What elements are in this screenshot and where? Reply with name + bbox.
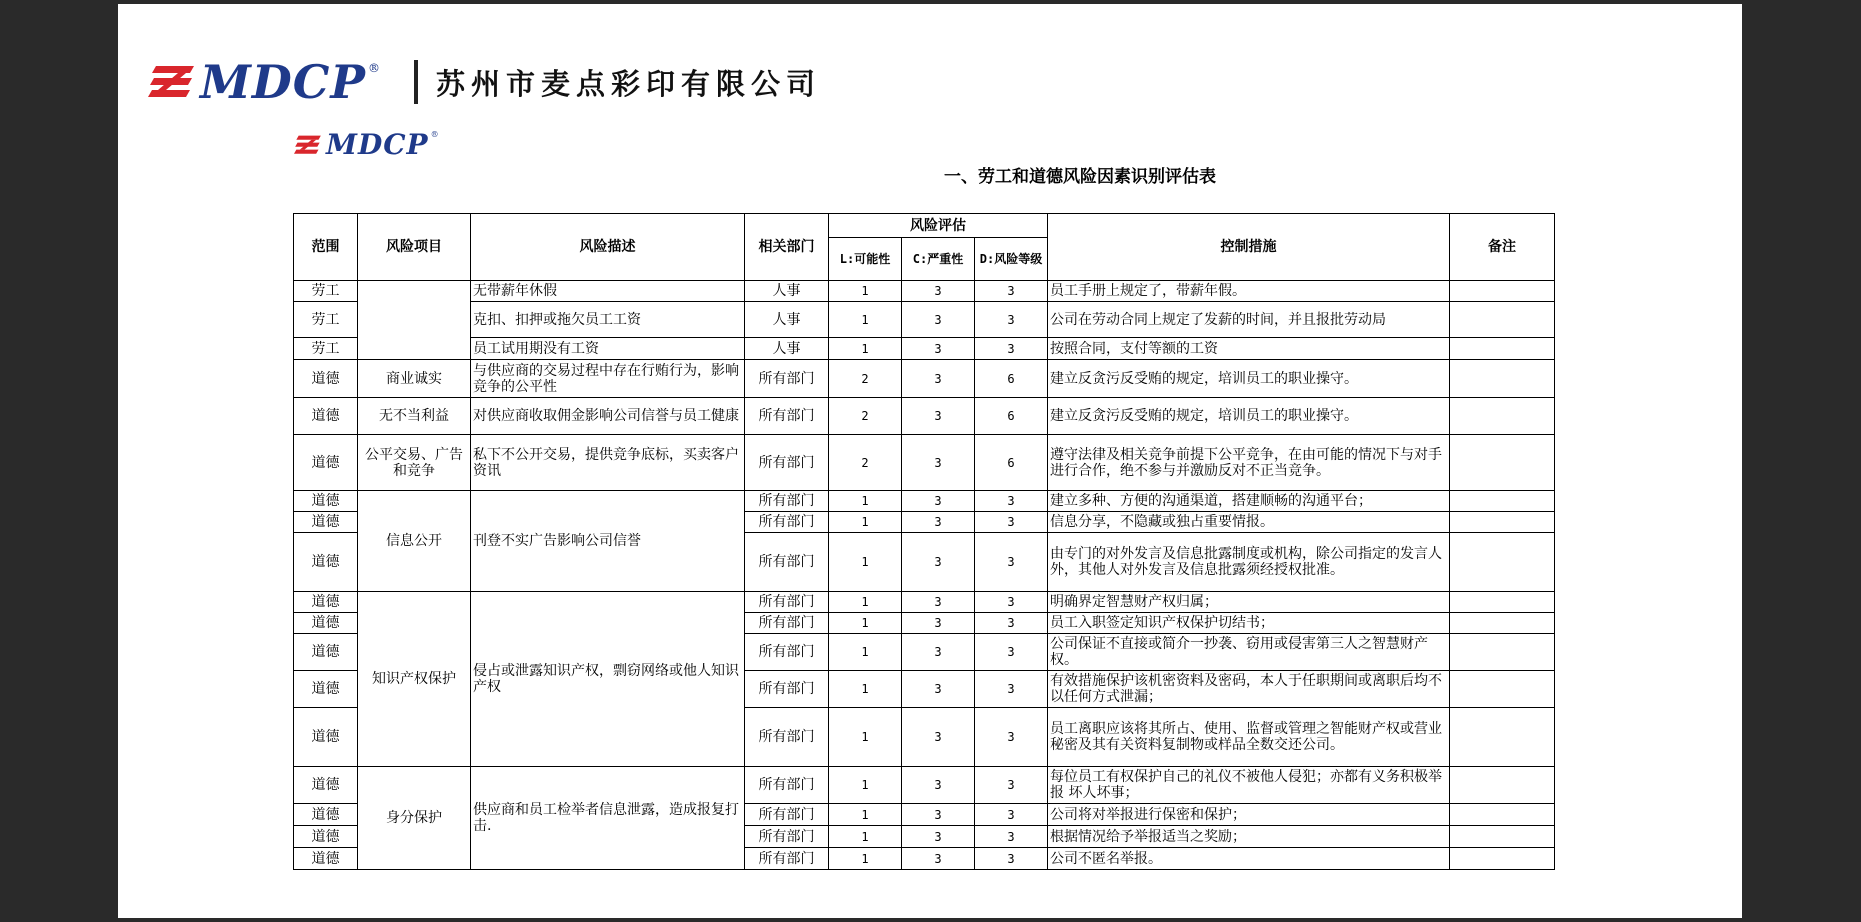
cell-remark — [1450, 634, 1555, 671]
cell-l: 1 — [829, 491, 902, 512]
table-row — [294, 281, 1555, 302]
cell-c: 3 — [902, 533, 975, 592]
cell-department: 人事 — [745, 302, 829, 338]
cell-department: 所有部门 — [745, 360, 829, 398]
cell-remark — [1450, 848, 1555, 870]
cell-c: 3 — [902, 398, 975, 435]
cell-scope: 道德 — [294, 398, 358, 435]
cell-l: 1 — [829, 708, 902, 767]
cell-department: 所有部门 — [745, 512, 829, 533]
cell-d: 3 — [975, 708, 1048, 767]
cell-department: 所有部门 — [745, 533, 829, 592]
cell-d: 3 — [975, 613, 1048, 634]
registered-mark: ® — [368, 61, 381, 75]
cell-description: 无带薪年休假 — [471, 281, 745, 302]
cell-scope: 道德 — [294, 804, 358, 826]
cell-department: 所有部门 — [745, 826, 829, 848]
cell-remark — [1450, 281, 1555, 302]
cell-d: 3 — [975, 767, 1048, 804]
cell-item — [358, 281, 471, 360]
cell-d: 3 — [975, 281, 1048, 302]
letterhead — [148, 52, 821, 112]
mdcp-logo-mark-icon — [148, 64, 196, 100]
cell-remark — [1450, 671, 1555, 708]
cell-control: 员工离职应该将其所占、使用、监督或管理之智能财产权或营业秘密及其有关资料复制物或样品全数交还公司。 — [1048, 708, 1450, 767]
cell-description: 克扣、扣押或拖欠员工工资 — [471, 302, 745, 338]
cell-d: 3 — [975, 338, 1048, 360]
cell-remark — [1450, 804, 1555, 826]
cell-c: 3 — [902, 826, 975, 848]
mdcp-logo — [148, 55, 380, 109]
cell-c: 3 — [902, 804, 975, 826]
cell-c: 3 — [902, 634, 975, 671]
cell-remark — [1450, 708, 1555, 767]
cell-remark — [1450, 613, 1555, 634]
cell-scope: 道德 — [294, 592, 358, 613]
cell-c: 3 — [902, 592, 975, 613]
cell-c: 3 — [902, 848, 975, 870]
cell-description: 刊登不实广告影响公司信誉 — [471, 491, 745, 592]
cell-d: 3 — [975, 671, 1048, 708]
cell-c: 3 — [902, 360, 975, 398]
cell-control: 根据情况给予举报适当之奖励； — [1048, 826, 1450, 848]
brand-divider — [414, 60, 418, 104]
table-row — [294, 398, 1555, 435]
header-description: 风险描述 — [471, 214, 745, 281]
cell-control: 遵守法律及相关竞争前提下公平竞争，在由可能的情况下与对手进行合作，绝不参与并激励反对不正当竞争。 — [1048, 435, 1450, 491]
cell-remark — [1450, 533, 1555, 592]
cell-scope: 道德 — [294, 533, 358, 592]
cell-c: 3 — [902, 281, 975, 302]
cell-d: 3 — [975, 826, 1048, 848]
cell-remark — [1450, 338, 1555, 360]
cell-description: 供应商和员工检举者信息泄露，造成报复打击. — [471, 767, 745, 870]
cell-department: 所有部门 — [745, 435, 829, 491]
cell-control: 建立反贪污反受贿的规定，培训员工的职业操守。 — [1048, 398, 1450, 435]
table-row — [294, 338, 1555, 360]
cell-l: 1 — [829, 804, 902, 826]
cell-l: 1 — [829, 613, 902, 634]
cell-scope: 道德 — [294, 512, 358, 533]
cell-remark — [1450, 302, 1555, 338]
cell-l: 1 — [829, 671, 902, 708]
header-l: L:可能性 — [829, 238, 902, 281]
cell-scope: 道德 — [294, 360, 358, 398]
cell-scope: 道德 — [294, 671, 358, 708]
header-row — [294, 214, 1555, 238]
cell-c: 3 — [902, 708, 975, 767]
cell-department: 所有部门 — [745, 708, 829, 767]
cell-item: 无不当利益 — [358, 398, 471, 435]
cell-remark — [1450, 360, 1555, 398]
document-page — [118, 4, 1742, 918]
cell-scope: 道德 — [294, 848, 358, 870]
company-name: 苏州市麦点彩印有限公司 — [436, 66, 822, 101]
cell-department: 所有部门 — [745, 848, 829, 870]
cell-d: 6 — [975, 360, 1048, 398]
cell-control: 每位员工有权保护自己的礼仪不被他人侵犯；亦都有义务积极举报 坏人坏事； — [1048, 767, 1450, 804]
cell-description: 侵占或泄露知识产权，剽窃网络或他人知识产权 — [471, 592, 745, 767]
cell-control: 员工手册上规定了，带薪年假。 — [1048, 281, 1450, 302]
header-control: 控制措施 — [1048, 214, 1450, 281]
cell-description: 私下不公开交易，提供竞争底标，买卖客户资讯 — [471, 435, 745, 491]
cell-l: 1 — [829, 634, 902, 671]
cell-department: 所有部门 — [745, 491, 829, 512]
header-item: 风险项目 — [358, 214, 471, 281]
cell-l: 1 — [829, 512, 902, 533]
cell-control: 建立多种、方便的沟通渠道，搭建顺畅的沟通平台； — [1048, 491, 1450, 512]
cell-control: 公司保证不直接或简介一抄袭、窃用或侵害第三人之智慧财产权。 — [1048, 634, 1450, 671]
cell-c: 3 — [902, 491, 975, 512]
cell-description: 与供应商的交易过程中存在行贿行为，影响竞争的公平性 — [471, 360, 745, 398]
cell-remark — [1450, 491, 1555, 512]
cell-control: 明确界定智慧财产权归属； — [1048, 592, 1450, 613]
header-remark: 备注 — [1450, 214, 1555, 281]
cell-scope: 道德 — [294, 435, 358, 491]
cell-d: 3 — [975, 804, 1048, 826]
cell-c: 3 — [902, 435, 975, 491]
header-scope: 范围 — [294, 214, 358, 281]
cell-d: 3 — [975, 491, 1048, 512]
cell-c: 3 — [902, 338, 975, 360]
cell-remark — [1450, 512, 1555, 533]
header-assessment: 风险评估 — [829, 214, 1048, 238]
table-row — [294, 491, 1555, 512]
cell-control: 公司将对举报进行保密和保护； — [1048, 804, 1450, 826]
registered-mark: ® — [430, 130, 439, 139]
risk-assessment-table — [293, 213, 1555, 870]
cell-department: 所有部门 — [745, 592, 829, 613]
header-d: D:风险等级 — [975, 238, 1048, 281]
cell-d: 3 — [975, 592, 1048, 613]
header-department: 相关部门 — [745, 214, 829, 281]
cell-l: 1 — [829, 848, 902, 870]
cell-scope: 道德 — [294, 826, 358, 848]
cell-l: 1 — [829, 767, 902, 804]
cell-remark — [1450, 767, 1555, 804]
table-row — [294, 360, 1555, 398]
logo-text: MDCP — [200, 55, 367, 109]
cell-control: 按照合同，支付等额的工资 — [1048, 338, 1450, 360]
cell-department: 人事 — [745, 281, 829, 302]
cell-control: 由专门的对外发言及信息批露制度或机构，除公司指定的发言人外，其他人对外发言及信息批露须经授权批准。 — [1048, 533, 1450, 592]
cell-l: 1 — [829, 302, 902, 338]
cell-remark — [1450, 435, 1555, 491]
table-row — [294, 302, 1555, 338]
cell-c: 3 — [902, 302, 975, 338]
cell-control: 建立反贪污反受贿的规定，培训员工的职业操守。 — [1048, 360, 1450, 398]
cell-department: 所有部门 — [745, 634, 829, 671]
cell-department: 所有部门 — [745, 613, 829, 634]
cell-scope: 道德 — [294, 613, 358, 634]
cell-scope: 道德 — [294, 491, 358, 512]
table-row — [294, 767, 1555, 804]
cell-c: 3 — [902, 512, 975, 533]
cell-l: 1 — [829, 826, 902, 848]
cell-remark — [1450, 826, 1555, 848]
cell-control: 公司在劳动合同上规定了发薪的时间，并且报批劳动局 — [1048, 302, 1450, 338]
cell-d: 3 — [975, 533, 1048, 592]
cell-control: 有效措施保护该机密资料及密码，本人于任职期间或离职后均不以任何方式泄漏； — [1048, 671, 1450, 708]
cell-scope: 道德 — [294, 708, 358, 767]
cell-l: 1 — [829, 592, 902, 613]
cell-department: 所有部门 — [745, 767, 829, 804]
cell-c: 3 — [902, 613, 975, 634]
cell-d: 6 — [975, 435, 1048, 491]
cell-l: 1 — [829, 338, 902, 360]
mdcp-logo-mark-icon — [294, 134, 322, 156]
cell-d: 6 — [975, 398, 1048, 435]
cell-scope: 道德 — [294, 767, 358, 804]
cell-description: 对供应商收取佣金影响公司信誉与员工健康 — [471, 398, 745, 435]
cell-l: 2 — [829, 435, 902, 491]
table-row — [294, 435, 1555, 491]
cell-scope: 道德 — [294, 634, 358, 671]
cell-remark — [1450, 398, 1555, 435]
cell-scope: 劳工 — [294, 281, 358, 302]
logo-text: MDCP — [326, 128, 429, 161]
cell-item: 公平交易、广告和竞争 — [358, 435, 471, 491]
cell-l: 2 — [829, 398, 902, 435]
cell-remark — [1450, 592, 1555, 613]
cell-department: 所有部门 — [745, 804, 829, 826]
cell-control: 信息分享，不隐藏或独占重要情报。 — [1048, 512, 1450, 533]
cell-description: 员工试用期没有工资 — [471, 338, 745, 360]
cell-d: 3 — [975, 512, 1048, 533]
cell-item: 知识产权保护 — [358, 592, 471, 767]
cell-department: 所有部门 — [745, 398, 829, 435]
document-title: 一、劳工和道德风险因素识别评估表 — [944, 167, 1216, 187]
cell-l: 1 — [829, 281, 902, 302]
cell-scope: 劳工 — [294, 302, 358, 338]
cell-d: 3 — [975, 302, 1048, 338]
header-c: C:严重性 — [902, 238, 975, 281]
cell-control: 公司不匿名举报。 — [1048, 848, 1450, 870]
cell-department: 所有部门 — [745, 671, 829, 708]
document-logo — [294, 128, 439, 161]
cell-d: 3 — [975, 848, 1048, 870]
cell-department: 人事 — [745, 338, 829, 360]
cell-item: 商业诚实 — [358, 360, 471, 398]
cell-item: 身分保护 — [358, 767, 471, 870]
cell-c: 3 — [902, 767, 975, 804]
cell-scope: 劳工 — [294, 338, 358, 360]
cell-c: 3 — [902, 671, 975, 708]
cell-d: 3 — [975, 634, 1048, 671]
table-row — [294, 592, 1555, 613]
cell-l: 2 — [829, 360, 902, 398]
cell-item: 信息公开 — [358, 491, 471, 592]
cell-l: 1 — [829, 533, 902, 592]
cell-control: 员工入职签定知识产权保护切结书； — [1048, 613, 1450, 634]
